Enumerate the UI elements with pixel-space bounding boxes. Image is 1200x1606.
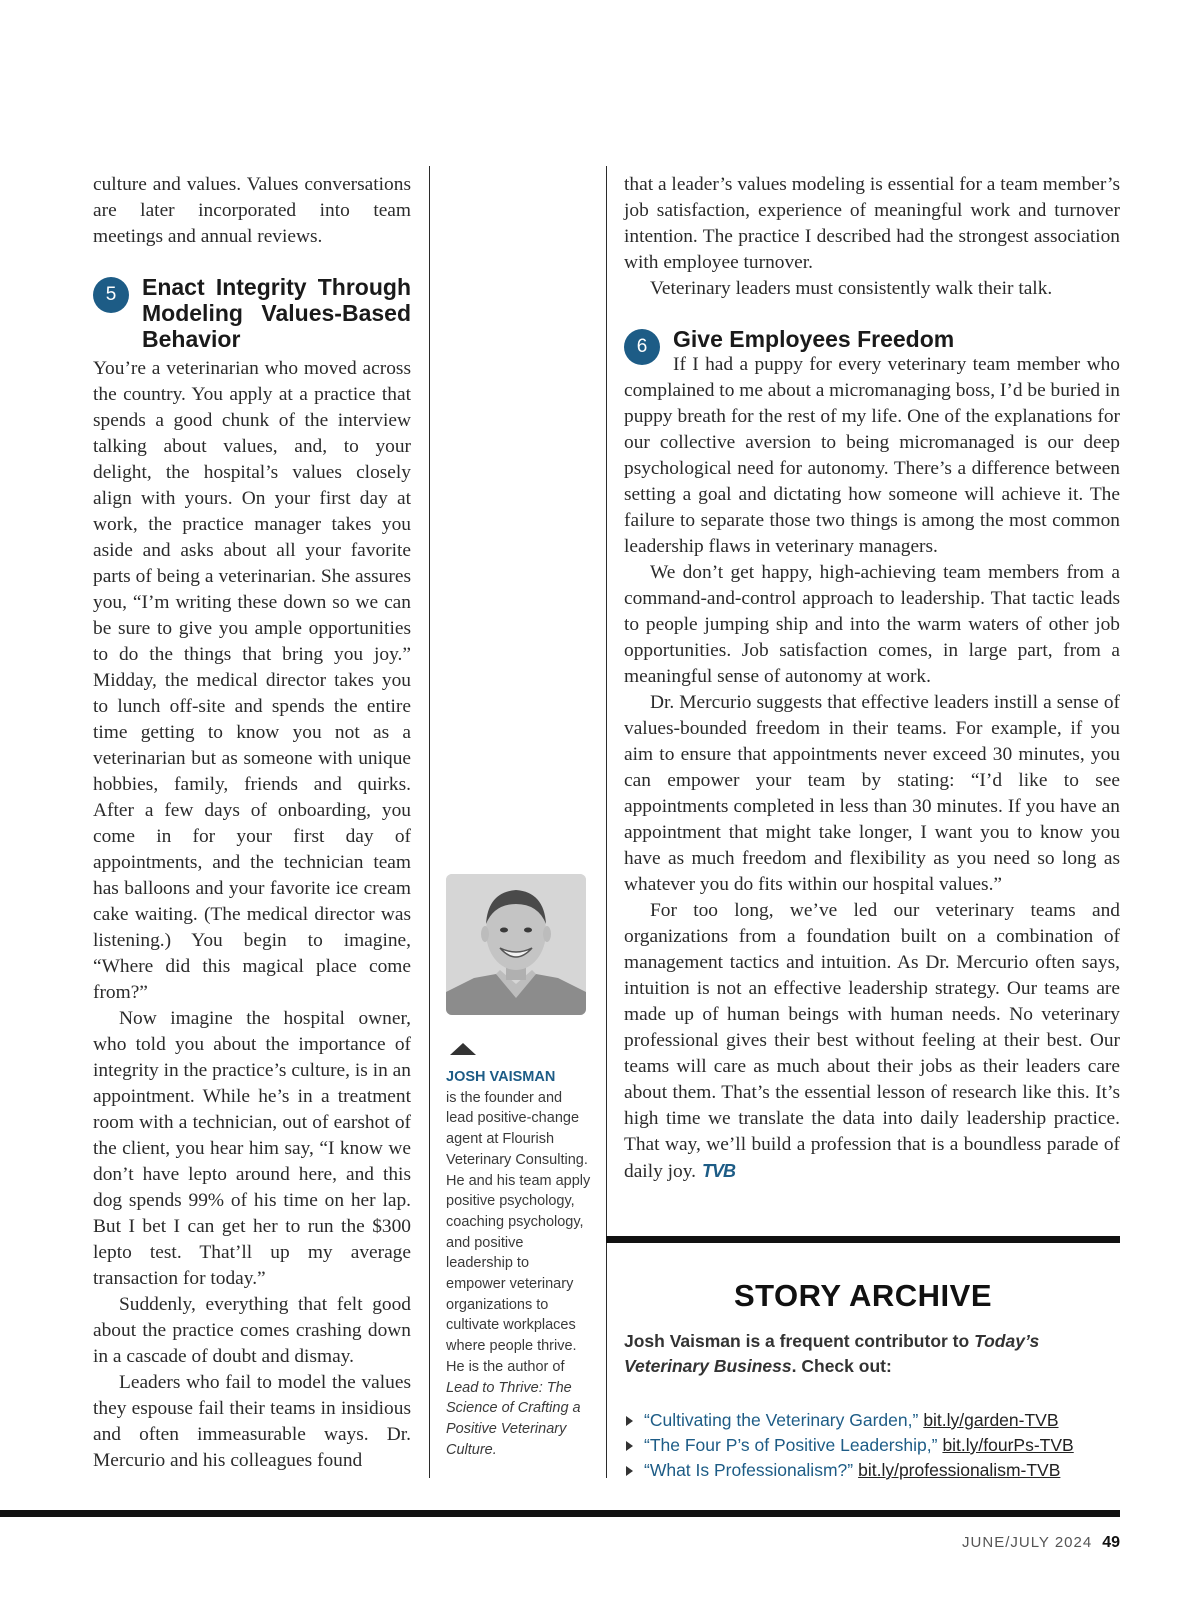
play-arrow-icon [626, 1416, 633, 1426]
tvb-end-mark-logo: TVB [702, 1161, 735, 1181]
issue-date: JUNE/JULY 2024 [962, 1534, 1093, 1551]
story-archive-title: STORY ARCHIVE [734, 1278, 992, 1313]
left-paragraph-1: culture and values. Values conversations are later incorporated into team meetings and annual reviews. [93, 174, 411, 247]
author-book-title: Lead to Thrive: The Science of Crafting a Positive Veterinary Culture. [446, 1379, 581, 1458]
column-divider-left [429, 166, 430, 1478]
archive-top-rule [606, 1236, 1120, 1243]
archive-intro-publication: Today’s Veterinary Business [624, 1331, 1040, 1376]
story-archive-intro [624, 1329, 1120, 1379]
page-footer [962, 1534, 1120, 1552]
list-item [624, 1433, 1120, 1458]
right-paragraph-3-text: If I had a puppy for every veterinary team member who complained to me about a micromanaging boss, I’d be buried in puppy breath for the rest of my life. One of the explanations for our collective aversion to being micromanaged is our deep psychological need for autonomy. There’s a difference between setting a goal and dictating how someone will achieve it. The failure to separate those two things is among the most common leadership flaws in veterinary managers. [624, 354, 1120, 557]
right-paragraph-6 [624, 898, 1120, 1185]
right-paragraph-4: We don’t get happy, high-achieving team members from a command-and-control approach to leadership. That tactic leads to people jumping ship and into the warm waters of other job opportunities. Job satisfaction comes, in large part, from a meaningful sense of autonomy at work. [624, 562, 1120, 687]
list-item [624, 1408, 1120, 1433]
right-paragraph-3 [624, 352, 1120, 560]
right-paragraph-1: that a leader’s values modeling is essential for a team member’s job satisfaction, experience of meaningful work and turnover intention. The practice I described had the strongest association with employee turnover. [624, 174, 1120, 273]
archive-story-link[interactable]: bit.ly/fourPs-TVB [942, 1435, 1074, 1455]
archive-intro-suffix: . Check out: [791, 1356, 892, 1376]
author-name: JOSH VAISMAN [446, 1069, 556, 1085]
left-paragraph-2: You’re a veterinarian who moved across the country. You apply at a practice that spends a good chunk of the interview talking about values, and, to your delight, the hospital’s values closely align with yours. On your first day at work, the practice manager takes you aside and asks about all your favorite parts of being a veterinarian. She assures you, “I’m writing these down so we can be sure to give you ample opportunities to do the things that bring you joy.” Midday, the medical director takes you to lunch off-site and spends the entire time getting to know you not as a veterinarian but as someone with unique hobbies, family, friends and quirks. After a few days of onboarding, you come in for your first day of appointments, and the technician team has balloons and your favorite ice cream cake waiting. (The medical director was listening.) You begin to imagine, “Where did this magical place come from?” [93, 358, 411, 1003]
section-5-title: Enact Integrity Through Modeling Values-Based Behavior [142, 274, 411, 352]
right-paragraph-2: Veterinary leaders must consistently walk their talk. [650, 278, 1053, 299]
left-column [93, 172, 411, 1474]
archive-story-link[interactable]: bit.ly/garden-TVB [923, 1410, 1059, 1430]
author-sidebar [446, 874, 592, 1460]
archive-story-title: “The Four P’s of Positive Leadership,” [644, 1435, 938, 1455]
story-archive-list [624, 1408, 1120, 1483]
left-paragraph-3: Now imagine the hospital owner, who told you about the importance of integrity in the practice’s culture, is in an appointment. While he’s in a treatment room with a technician, out of earshot of the client, you hear him say, “I know we don’t have lepto around here, and this dog spends 99% of his time on her lap. But I bet I can get her to run the $300 lepto test. That’ll up my average transaction for today.” [93, 1008, 411, 1289]
left-paragraph-5: Leaders who fail to model the values they espouse fail their teams in insidious and often immeasurable ways. Dr. Mercurio and his colleagues found [93, 1372, 411, 1471]
left-paragraph-4: Suddenly, everything that felt good about the practice comes crashing down in a cascade of doubt and dismay. [93, 1294, 411, 1367]
right-column [624, 172, 1120, 1185]
section-number-badge: 6 [624, 329, 660, 365]
author-portrait-illustration [446, 874, 586, 1015]
section-6-title: Give Employees Freedom [673, 326, 955, 352]
right-paragraph-6-text: For too long, we’ve led our veterinary teams and organizations from a foundation built on a combination of management tactics and intuition. As Dr. Mercurio often says, intuition is not an effective leadership strategy. Our teams are made up of human beings with human needs. No veterinary professional gives their best without feeling at their best. Our teams will care as much about their jobs as their leaders care about them. That’s the essential lesson of research like this. It’s high time we translate the data into daily leadership practice. That way, we’ll build a profession that is a boundless parade of daily joy. [624, 900, 1120, 1182]
archive-story-title: “Cultivating the Veterinary Garden,” [644, 1410, 919, 1430]
author-photo [446, 874, 586, 1015]
play-arrow-icon [626, 1466, 633, 1476]
footer-rule [0, 1510, 1120, 1517]
list-item [624, 1458, 1120, 1483]
triangle-pointer-icon [450, 1043, 476, 1055]
play-arrow-icon [626, 1441, 633, 1451]
archive-intro-prefix: Josh Vaisman is a frequent contributor to [624, 1331, 975, 1351]
section-6-heading [624, 326, 1120, 357]
section-5-heading [93, 274, 411, 352]
author-bio-text: is the founder and lead positive-change agent at Flourish Veterinary Consulting. He and his team apply positive psychology, coaching psychology, and positive leadership to empower veterinary organizations to cultivate workplaces where people thrive. He is the author of [446, 1089, 591, 1375]
archive-story-link[interactable]: bit.ly/professionalism-TVB [858, 1460, 1061, 1480]
page-number: 49 [1102, 1534, 1120, 1551]
section-number-badge: 5 [93, 277, 129, 313]
author-bio [446, 1088, 592, 1461]
archive-story-title: “What Is Professionalism?” [644, 1460, 854, 1480]
right-paragraph-5: Dr. Mercurio suggests that effective leaders instill a sense of values-bounded freedom in their teams. For example, if you aim to ensure that appointments never exceed 30 minutes, you can empower your team by stating: “I’d like to see appointments completed in less than 30 minutes. If you have an appointment that might take longer, I want you to know you have as much freedom and flexibility as you need so long as whatever you do fits within our hospital values.” [624, 692, 1120, 895]
